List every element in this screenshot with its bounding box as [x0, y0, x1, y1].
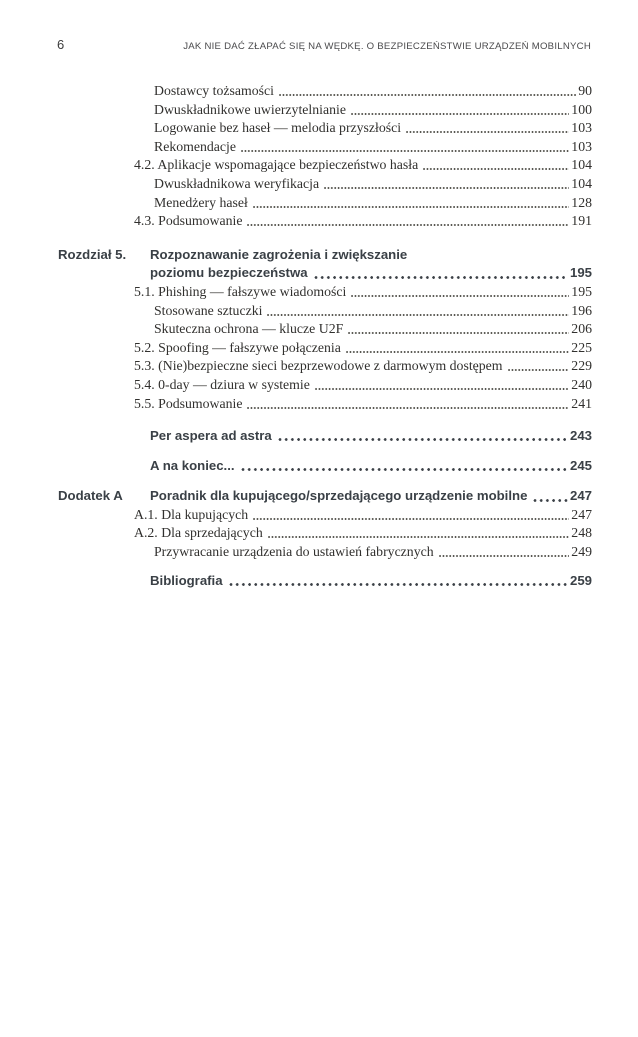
chapter-label: Rozdział 5. — [58, 246, 127, 262]
dotted-leader — [247, 406, 569, 410]
toc-entry — [57, 212, 592, 231]
toc-entry — [57, 119, 592, 138]
table-of-contents — [57, 82, 592, 590]
dotted-leader — [267, 313, 569, 317]
toc-entry-title: 5.1. Phishing — fałszywe wiadomości — [134, 283, 347, 299]
dotted-leader — [439, 554, 570, 558]
toc-entry-title: A.1. Dla kupujących — [134, 506, 249, 522]
toc-entry-page: 104 — [571, 157, 592, 173]
toc-entry-page: 241 — [571, 395, 592, 411]
toc-entry-page: 195 — [571, 283, 592, 299]
toc-entry-title: Dwuskładnikowe uwierzytelnianie — [154, 101, 346, 117]
toc-entry — [57, 357, 592, 376]
toc-entry-title: 5.3. (Nie)bezpieczne sieci bezprzewodowe z darmowym dostępem — [134, 358, 503, 374]
dotted-leader — [508, 368, 570, 372]
toc-entry-title: Dwuskładnikowa weryfikacja — [154, 175, 320, 191]
dotted-leader — [253, 517, 569, 521]
toc-entry-title: Przywracanie urządzenia do ustawień fabrycznych — [154, 543, 434, 559]
toc-entry-page: 206 — [571, 321, 592, 337]
toc-entry-page: 225 — [571, 339, 592, 355]
toc-entry-title: Menedżery haseł — [154, 194, 248, 210]
toc-entry-page: 243 — [569, 428, 592, 444]
toc-entry-page: 103 — [571, 120, 592, 136]
toc-entry — [57, 320, 592, 339]
toc-entry-page: 248 — [571, 525, 592, 541]
toc-entry — [57, 395, 592, 414]
book-page — [0, 37, 638, 1037]
dotted-leader — [351, 112, 569, 116]
toc-entry — [57, 376, 592, 395]
dotted-leader — [314, 275, 568, 280]
toc-entry — [57, 283, 592, 302]
running-header-title: JAK NIE DAĆ ZŁAPAĆ SIĘ NA WĘDKĘ. O BEZPIECZEŃSTWIE URZĄDZEŃ MOBILNYCH — [183, 41, 591, 52]
dotted-leader — [253, 205, 569, 209]
toc-entry-page: 249 — [571, 543, 592, 559]
toc-entry — [57, 456, 592, 475]
toc-entry-page: 259 — [569, 573, 592, 589]
dotted-leader — [229, 582, 568, 587]
toc-chapter-entry — [57, 487, 592, 506]
toc-entry-page: 240 — [571, 376, 592, 392]
dotted-leader — [241, 467, 568, 472]
toc-entry-title: A.2. Dla sprzedających — [134, 525, 263, 541]
toc-entry — [57, 339, 592, 358]
dotted-leader — [279, 93, 576, 97]
toc-entry-page: 90 — [578, 83, 592, 98]
toc-entry — [57, 101, 592, 120]
toc-entry — [57, 82, 592, 101]
dotted-leader — [278, 437, 568, 442]
toc-entry-title: 4.2. Aplikacje wspomagające bezpieczeństwo hasła — [134, 157, 419, 173]
chapter-title: Poradnik dla kupującego/sprzedającego urządzenie mobilne — [150, 488, 528, 504]
toc-entry-page: 229 — [571, 358, 592, 374]
dotted-leader — [533, 498, 568, 503]
toc-entry-title: Skuteczna ochrona — klucze U2F — [154, 321, 344, 337]
toc-entry-page: 104 — [571, 175, 592, 191]
toc-entry-page: 245 — [569, 458, 592, 474]
toc-entry — [57, 506, 592, 525]
toc-entry-page: 195 — [569, 265, 592, 281]
toc-entry — [57, 543, 592, 562]
chapter-title-line2: poziomu bezpieczeństwa — [150, 265, 308, 281]
toc-entry-title: Dostawcy tożsamości — [154, 83, 274, 98]
toc-chapter-entry — [57, 246, 592, 283]
chapter-title-line1: Rozpoznawanie zagrożenia i zwiększanie — [150, 246, 408, 262]
toc-entry — [57, 426, 592, 445]
toc-entry-page: 100 — [571, 101, 592, 117]
toc-entry-page: 247 — [571, 506, 592, 522]
chapter-label: Dodatek A — [58, 488, 123, 504]
page-number: 6 — [57, 37, 65, 52]
toc-entry-title: Logowanie bez haseł — melodia przyszłości — [154, 120, 402, 136]
toc-entry-title: 5.4. 0-day — dziura w systemie — [134, 376, 310, 392]
toc-entry — [57, 302, 592, 321]
dotted-leader — [315, 387, 569, 391]
dotted-leader — [406, 130, 569, 134]
toc-entry — [57, 524, 592, 543]
dotted-leader — [324, 186, 569, 190]
dotted-leader — [268, 535, 570, 539]
toc-entry-title: Bibliografia — [150, 573, 223, 589]
toc-entry-title: Rekomendacje — [154, 138, 236, 154]
dotted-leader — [241, 149, 569, 153]
dotted-leader — [351, 294, 569, 298]
toc-entry-title: Stosowane sztuczki — [154, 302, 263, 318]
running-header — [57, 37, 591, 52]
toc-entry-page: 103 — [571, 138, 592, 154]
dotted-leader — [423, 167, 569, 171]
toc-entry-title: 5.2. Spoofing — fałszywe połączenia — [134, 339, 341, 355]
toc-entry-title: Per aspera ad astra — [150, 428, 272, 444]
toc-entry-page: 128 — [571, 194, 592, 210]
toc-entry — [57, 571, 592, 590]
dotted-leader — [348, 331, 569, 335]
toc-entry-title: 4.3. Podsumowanie — [134, 213, 243, 229]
toc-entry — [57, 156, 592, 175]
toc-entry-title: A na koniec... — [150, 458, 235, 474]
dotted-leader — [247, 223, 569, 227]
toc-entry-page: 247 — [569, 488, 592, 504]
toc-entry-page: 196 — [571, 302, 592, 318]
toc-entry — [57, 175, 592, 194]
toc-entry — [57, 194, 592, 213]
toc-entry — [57, 138, 592, 157]
toc-entry-title: 5.5. Podsumowanie — [134, 395, 243, 411]
toc-entry-page: 191 — [571, 213, 592, 229]
dotted-leader — [346, 350, 569, 354]
